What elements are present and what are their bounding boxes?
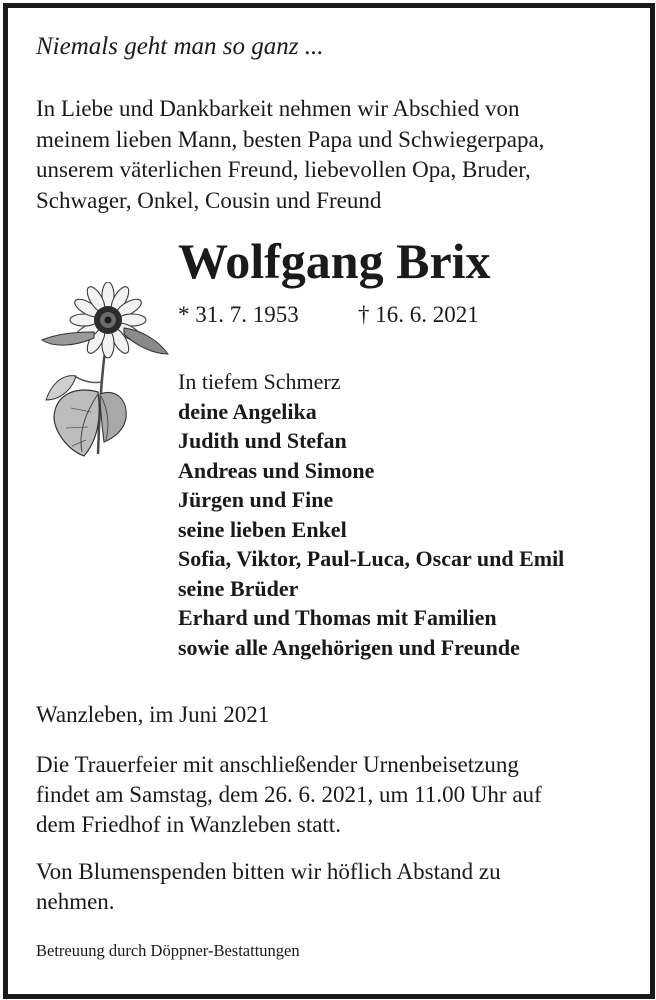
place-date: Wanzleben, im Juni 2021 — [36, 702, 270, 727]
mourner-line: seine lieben Enkel — [178, 516, 347, 542]
birth-date: * 31. 7. 1953 — [178, 302, 299, 327]
life-dates — [178, 300, 479, 330]
mourner-line: Andreas und Simone — [178, 457, 375, 483]
death-date: † 16. 6. 2021 — [358, 302, 479, 327]
ceremony-line: Die Trauerfeier mit anschließender Urnenbeisetzung — [36, 752, 519, 777]
mourners-list — [178, 367, 638, 662]
ceremony-line: dem Friedhof in Wanzleben statt. — [36, 812, 341, 837]
mourner-line: seine Brüder — [178, 575, 299, 601]
mourner-line: In tiefem Schmerz — [178, 369, 341, 394]
ceremony-line: findet am Samstag, dem 26. 6. 2021, um 11.00 Uhr auf — [36, 782, 542, 807]
ceremony-notice — [36, 750, 620, 840]
intro-line: Schwager, Onkel, Cousin und Freund — [36, 187, 382, 213]
intro-text — [36, 94, 620, 216]
funeral-home-credit: Betreuung durch Döppner-Bestattungen — [36, 941, 300, 960]
mourner-line: deine Angelika — [178, 398, 317, 424]
motto: Niemals geht man so ganz ... — [36, 33, 324, 60]
intro-line: In Liebe und Dankbarkeit nehmen wir Abschied von — [36, 96, 520, 121]
deceased-name: Wolfgang Brix — [178, 233, 491, 289]
flowers-note — [36, 857, 620, 917]
mourner-line: Sofia, Viktor, Paul-Luca, Oscar und Emil — [178, 546, 565, 571]
mourner-line: Jürgen und Fine — [178, 487, 334, 512]
mourner-line: Erhard und Thomas mit Familien — [178, 605, 497, 630]
mourner-line: sowie alle Angehörigen und Freunde — [178, 634, 520, 660]
sunflower-icon — [36, 282, 172, 460]
intro-line: unserem väterlichen Freund, liebevollen Opa, Bruder, — [36, 157, 531, 182]
mourner-line: Judith und Stefan — [178, 428, 347, 453]
flowers-note-line: Von Blumenspenden bitten wir höflich Abstand zu — [36, 859, 501, 884]
intro-line: meinem lieben Mann, besten Papa und Schwiegerpapa, — [36, 126, 545, 152]
flowers-note-line: nehmen. — [36, 889, 115, 914]
